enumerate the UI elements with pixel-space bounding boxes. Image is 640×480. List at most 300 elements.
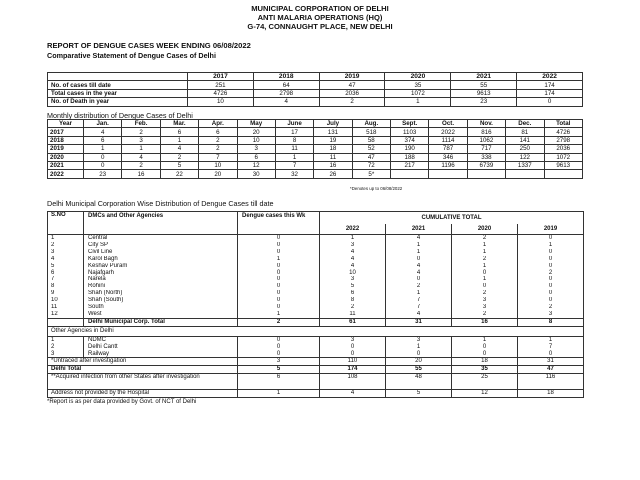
monthly-cell: 787 (429, 145, 467, 153)
monthly-cell: 17 (275, 128, 313, 136)
report-title: REPORT OF DENGUE CASES WEEK ENDING 06/08/2022 (47, 41, 251, 50)
row-cell: 8 (320, 297, 386, 304)
comparative-cell: 1 (385, 98, 451, 106)
row-cell: 0 (518, 256, 584, 263)
monthly-cell: 16 (314, 161, 352, 169)
comparative-row-label: Total cases in the year (48, 89, 188, 97)
comparative-cell: 0 (517, 98, 583, 106)
monthly-cell: 20 (237, 128, 275, 136)
row-cell: 1 (452, 242, 518, 249)
untraced-cell: 18 (452, 358, 518, 366)
row-cell: 0 (386, 350, 452, 357)
comparative-row-label: No. of Death in year (48, 98, 188, 106)
row-cell: 1 (386, 242, 452, 249)
comparative-row-label: No. of cases till date (48, 81, 188, 89)
monthly-cell: 6 (160, 128, 198, 136)
row-cell: 3 (518, 311, 584, 318)
address-cell: 18 (518, 390, 584, 398)
monthly-row (48, 128, 583, 136)
mcd-total-label: Delhi Municipal Corp. Total (84, 318, 238, 326)
acquired-row (48, 374, 584, 390)
monthly-cell: 4 (84, 128, 122, 136)
monthly-cell: 1196 (429, 161, 467, 169)
monthly-row (48, 153, 583, 161)
delhi-total-row (48, 366, 584, 374)
cumulative-header: CUMULATIVE TOTAL (320, 212, 584, 225)
row-name: Shah (North) (84, 290, 238, 297)
comparative-header-row (48, 73, 583, 81)
address-cell: 12 (452, 390, 518, 398)
monthly-cell: 2 (160, 153, 198, 161)
monthly-cell: 7 (199, 153, 237, 161)
monthly-cell: 188 (391, 153, 429, 161)
row-cell: 0 (518, 235, 584, 242)
address-cell: 5 (386, 390, 452, 398)
row-cell: 1 (452, 336, 518, 343)
monthly-cell: 1 (160, 136, 198, 144)
monthly-cell: 72 (352, 161, 390, 169)
monthly-header: Apr. (199, 120, 237, 128)
org-address: G-74, CONNAUGHT PLACE, NEW DELHI (247, 22, 393, 31)
row-cell: 1 (386, 343, 452, 350)
dmc-header: DMCs and Other Agencies (84, 212, 238, 235)
row-cell: 0 (386, 276, 452, 283)
monthly-cell: 7 (275, 161, 313, 169)
monthly-cell: 30 (237, 170, 275, 178)
delhi-total-cell: 47 (518, 366, 584, 374)
row-cell: 4 (386, 235, 452, 242)
other-agency-row (48, 343, 584, 350)
row-name: Karol Bagh (84, 256, 238, 263)
mcd-total-cell: 31 (386, 318, 452, 326)
row-week: 0 (238, 263, 320, 270)
monthly-cell: 6 (199, 128, 237, 136)
zone-row (48, 256, 584, 263)
delhi-total-cell: 174 (320, 366, 386, 374)
row-cell: 4 (386, 311, 452, 318)
row-week: 0 (238, 297, 320, 304)
untraced-cell: 110 (320, 358, 386, 366)
row-cell: 0 (320, 350, 386, 357)
mcd-total-cell: 16 (452, 318, 518, 326)
monthly-cell: 717 (467, 145, 505, 153)
monthly-cell: 131 (314, 128, 352, 136)
ward-year: 2019 (518, 224, 584, 234)
row-week: 0 (238, 276, 320, 283)
row-week: 0 (238, 235, 320, 242)
row-sno: 11 (48, 304, 84, 311)
monthly-cell: 816 (467, 128, 505, 136)
dept-name: ANTI MALARIA OPERATIONS (HQ) (257, 13, 383, 22)
monthly-cell: 346 (429, 153, 467, 161)
row-cell: 2 (518, 269, 584, 276)
row-week: 1 (238, 256, 320, 263)
acquired-cell: 116 (518, 374, 584, 390)
row-name: Railway (84, 350, 238, 357)
week-header: Dengue cases this Wk (238, 212, 320, 235)
monthly-cell: 6 (237, 153, 275, 161)
row-week: 0 (238, 343, 320, 350)
monthly-row (48, 145, 583, 153)
monthly-cell: 32 (275, 170, 313, 178)
row-cell: 1 (320, 235, 386, 242)
zone-row (48, 297, 584, 304)
row-week: 0 (238, 350, 320, 357)
mcd-total-cell: 8 (518, 318, 584, 326)
row-cell: 2 (320, 304, 386, 311)
monthly-cell: 12 (237, 161, 275, 169)
monthly-cell: 16 (122, 170, 160, 178)
org-name: MUNICIPAL CORPORATION OF DELHI (251, 4, 389, 13)
monthly-cell: 3 (237, 145, 275, 153)
zone-row (48, 276, 584, 283)
row-week: 0 (238, 269, 320, 276)
monthly-cell: 58 (352, 136, 390, 144)
monthly-cell: 5 (160, 161, 198, 169)
monthly-cell: 1 (84, 145, 122, 153)
row-sno: 8 (48, 283, 84, 290)
comparative-year: 2018 (253, 73, 319, 81)
row-name: Keshav Puram (84, 263, 238, 270)
row-cell: 3 (320, 276, 386, 283)
monthly-header: Nov. (467, 120, 505, 128)
ward-year: 2020 (452, 224, 518, 234)
row-cell: 4 (386, 263, 452, 270)
comparative-table (47, 72, 583, 107)
acquired-cell: 48 (386, 374, 452, 390)
monthly-cell: 4 (160, 145, 198, 153)
row-cell: 0 (452, 343, 518, 350)
row-name: Civil Line (84, 249, 238, 256)
monthly-cell: 2036 (544, 145, 583, 153)
untraced-cell: 20 (386, 358, 452, 366)
monthly-cell: 6739 (467, 161, 505, 169)
comparative-cell: 1072 (385, 89, 451, 97)
row-cell: 1 (452, 276, 518, 283)
mcd-total-sno (48, 318, 84, 326)
row-week: 0 (238, 304, 320, 311)
mcd-total-cell: 61 (320, 318, 386, 326)
comparative-year: 2017 (188, 73, 254, 81)
monthly-cell: 1114 (429, 136, 467, 144)
monthly-header-row (48, 120, 583, 128)
row-cell: 2 (386, 283, 452, 290)
ward-header-row (48, 212, 584, 225)
monthly-cell (467, 170, 505, 178)
row-name: Narela (84, 276, 238, 283)
acquired-cell: 108 (320, 374, 386, 390)
ward-year: 2021 (386, 224, 452, 234)
comparative-row (48, 81, 583, 89)
monthly-cell: 3 (122, 136, 160, 144)
monthly-cell: 5* (352, 170, 390, 178)
monthly-cell: 1062 (467, 136, 505, 144)
zone-rows (48, 235, 584, 319)
monthly-cell: 2022 (429, 128, 467, 136)
monthly-cell: 518 (352, 128, 390, 136)
row-cell: 0 (452, 283, 518, 290)
monthly-table (47, 119, 583, 179)
row-cell: 0 (518, 276, 584, 283)
row-cell: 2 (452, 290, 518, 297)
monthly-title: Monthly distribution of Dengue Cases of Delhi (47, 111, 193, 120)
row-name: Central (84, 235, 238, 242)
monthly-cell: 23 (84, 170, 122, 178)
untraced-label: *Untraced after investigation (48, 358, 238, 366)
row-week: 0 (238, 283, 320, 290)
monthly-year: 2021 (48, 161, 84, 169)
monthly-cell: 8 (275, 136, 313, 144)
row-sno: 12 (48, 311, 84, 318)
delhi-total-cell: 35 (452, 366, 518, 374)
zone-row (48, 235, 584, 242)
comparative-cell: 35 (385, 81, 451, 89)
row-cell: 0 (518, 249, 584, 256)
row-name: Najafgarh (84, 269, 238, 276)
monthly-header: Feb. (122, 120, 160, 128)
zone-row (48, 242, 584, 249)
ward-year: 2022 (320, 224, 386, 234)
row-cell: 3 (452, 297, 518, 304)
row-cell: 1 (386, 249, 452, 256)
row-cell: 5 (320, 283, 386, 290)
monthly-cell: 26 (314, 170, 352, 178)
row-cell: 10 (320, 269, 386, 276)
row-name: Delhi Cantt (84, 343, 238, 350)
row-cell: 2 (452, 256, 518, 263)
row-sno: 3 (48, 350, 84, 357)
row-cell: 7 (386, 297, 452, 304)
row-cell: 4 (320, 263, 386, 270)
row-sno: 9 (48, 290, 84, 297)
monthly-cell: 2 (122, 128, 160, 136)
row-cell: 2 (452, 235, 518, 242)
monthly-cell: 190 (391, 145, 429, 153)
comparative-year: 2022 (517, 73, 583, 81)
monthly-cell: 122 (506, 153, 544, 161)
monthly-footnote: *Denotes up to 06/08/2022 (350, 186, 403, 191)
ward-table (47, 211, 584, 398)
comparative-row (48, 98, 583, 106)
monthly-cell (544, 170, 583, 178)
untraced-week: 3 (238, 358, 320, 366)
monthly-cell: 81 (506, 128, 544, 136)
zone-row (48, 304, 584, 311)
comparative-cell: 2 (319, 98, 385, 106)
monthly-cell: 10 (199, 161, 237, 169)
monthly-cell: 4726 (544, 128, 583, 136)
row-week: 0 (238, 249, 320, 256)
delhi-total-cell: 55 (386, 366, 452, 374)
row-cell: 2 (452, 311, 518, 318)
acquired-week: 6 (238, 374, 320, 390)
monthly-cell: 9613 (544, 161, 583, 169)
comparative-cell: 64 (253, 81, 319, 89)
row-name: Rohini (84, 283, 238, 290)
monthly-header: Oct. (429, 120, 467, 128)
row-cell: 0 (518, 350, 584, 357)
monthly-header: Total (544, 120, 583, 128)
row-cell: 0 (452, 350, 518, 357)
row-cell: 1 (386, 290, 452, 297)
monthly-cell: 1072 (544, 153, 583, 161)
comparative-cell: 251 (188, 81, 254, 89)
monthly-header: Jan. (84, 120, 122, 128)
monthly-cell: 2 (122, 161, 160, 169)
monthly-cell: 0 (84, 153, 122, 161)
row-cell: 3 (386, 336, 452, 343)
monthly-cell (429, 170, 467, 178)
row-cell: 1 (518, 242, 584, 249)
comparative-cell: 4726 (188, 89, 254, 97)
monthly-cell: 250 (506, 145, 544, 153)
monthly-cell: 19 (314, 136, 352, 144)
monthly-cell: 374 (391, 136, 429, 144)
monthly-header: Aug. (352, 120, 390, 128)
row-sno: 3 (48, 249, 84, 256)
monthly-header: Year (48, 120, 84, 128)
comparative-year: 2019 (319, 73, 385, 81)
monthly-year: 2022 (48, 170, 84, 178)
monthly-cell: 1103 (391, 128, 429, 136)
monthly-cell: 0 (84, 161, 122, 169)
monthly-cell: 2 (199, 136, 237, 144)
row-cell: 3 (452, 304, 518, 311)
row-sno: 1 (48, 336, 84, 343)
monthly-cell: 11 (314, 153, 352, 161)
row-cell: 4 (320, 256, 386, 263)
row-cell: 1 (518, 336, 584, 343)
row-cell: 0 (518, 283, 584, 290)
monthly-year: 2017 (48, 128, 84, 136)
ward-footnote: *Report is as per data provided by Govt. of NCT of Delhi (47, 399, 197, 405)
comparative-corner (48, 73, 188, 81)
monthly-cell: 4 (122, 153, 160, 161)
monthly-header: Dec. (506, 120, 544, 128)
row-sno: 1 (48, 235, 84, 242)
address-week: 1 (238, 390, 320, 398)
monthly-cell: 6 (84, 136, 122, 144)
acquired-label: **Acquired infection from other States after investigation (48, 374, 238, 390)
row-cell: 0 (518, 297, 584, 304)
address-label: Address not provided by the Hospital (48, 390, 238, 398)
monthly-cell: 11 (275, 145, 313, 153)
row-sno: 7 (48, 276, 84, 283)
comparative-cell: 23 (451, 98, 517, 106)
monthly-year: 2018 (48, 136, 84, 144)
zone-row (48, 263, 584, 270)
row-sno: 6 (48, 269, 84, 276)
row-week: 0 (238, 336, 320, 343)
monthly-cell: 52 (352, 145, 390, 153)
mcd-total-row (48, 318, 584, 326)
comparative-cell: 174 (517, 81, 583, 89)
row-cell: 7 (386, 304, 452, 311)
monthly-cell: 22 (160, 170, 198, 178)
monthly-cell: 1 (122, 145, 160, 153)
row-name: West (84, 311, 238, 318)
row-sno: 2 (48, 242, 84, 249)
monthly-cell (391, 170, 429, 178)
row-cell: 2 (518, 304, 584, 311)
comparative-year: 2021 (451, 73, 517, 81)
monthly-cell: 338 (467, 153, 505, 161)
row-cell: 0 (320, 343, 386, 350)
comparative-cell: 9613 (451, 89, 517, 97)
monthly-header: June (275, 120, 313, 128)
comparative-cell: 4 (253, 98, 319, 106)
monthly-cell: 1337 (506, 161, 544, 169)
zone-row (48, 311, 584, 318)
untraced-row (48, 358, 584, 366)
row-sno: 4 (48, 256, 84, 263)
zone-row (48, 269, 584, 276)
monthly-cell: 18 (314, 145, 352, 153)
row-cell: 1 (452, 249, 518, 256)
comparative-cell: 174 (517, 89, 583, 97)
row-cell: 0 (452, 269, 518, 276)
monthly-cell: 2798 (544, 136, 583, 144)
monthly-row (48, 161, 583, 169)
comparative-title: Comparative Statement of Dengue Cases of Delhi (47, 51, 216, 60)
zone-row (48, 249, 584, 256)
row-cell: 7 (518, 343, 584, 350)
delhi-total-label: Delhi Total (48, 366, 238, 374)
row-cell: 0 (518, 263, 584, 270)
row-cell: 11 (320, 311, 386, 318)
monthly-year: 2019 (48, 145, 84, 153)
monthly-header: July (314, 120, 352, 128)
acquired-cell: 25 (452, 374, 518, 390)
other-agency-rows (48, 336, 584, 358)
other-agency-row (48, 350, 584, 357)
row-week: 0 (238, 290, 320, 297)
row-name: Shah (South) (84, 297, 238, 304)
mcd-total-week: 2 (238, 318, 320, 326)
monthly-row (48, 136, 583, 144)
monthly-cell: 217 (391, 161, 429, 169)
monthly-year: 2020 (48, 153, 84, 161)
zone-row (48, 290, 584, 297)
row-name: City SP (84, 242, 238, 249)
row-sno: 10 (48, 297, 84, 304)
comparative-cell: 2798 (253, 89, 319, 97)
comparative-cell: 55 (451, 81, 517, 89)
monthly-cell: 141 (506, 136, 544, 144)
untraced-cell: 31 (518, 358, 584, 366)
comparative-cell: 10 (188, 98, 254, 106)
comparative-cell: 47 (319, 81, 385, 89)
monthly-cell: 2 (199, 145, 237, 153)
comparative-year: 2020 (385, 73, 451, 81)
address-row (48, 390, 584, 398)
monthly-row (48, 170, 583, 178)
monthly-cell (506, 170, 544, 178)
row-cell: 1 (452, 263, 518, 270)
row-week: 0 (238, 242, 320, 249)
ward-title: Delhi Municipal Corporation Wise Distribution of Dengue Cases till date (47, 199, 274, 208)
row-cell: 3 (320, 336, 386, 343)
row-sno: 5 (48, 263, 84, 270)
monthly-header: Mar. (160, 120, 198, 128)
row-name: NDMC (84, 336, 238, 343)
row-name: South (84, 304, 238, 311)
sno-header: S.NO (48, 212, 84, 235)
row-cell: 0 (386, 256, 452, 263)
row-cell: 0 (518, 290, 584, 297)
row-cell: 4 (320, 249, 386, 256)
monthly-cell: 1 (275, 153, 313, 161)
